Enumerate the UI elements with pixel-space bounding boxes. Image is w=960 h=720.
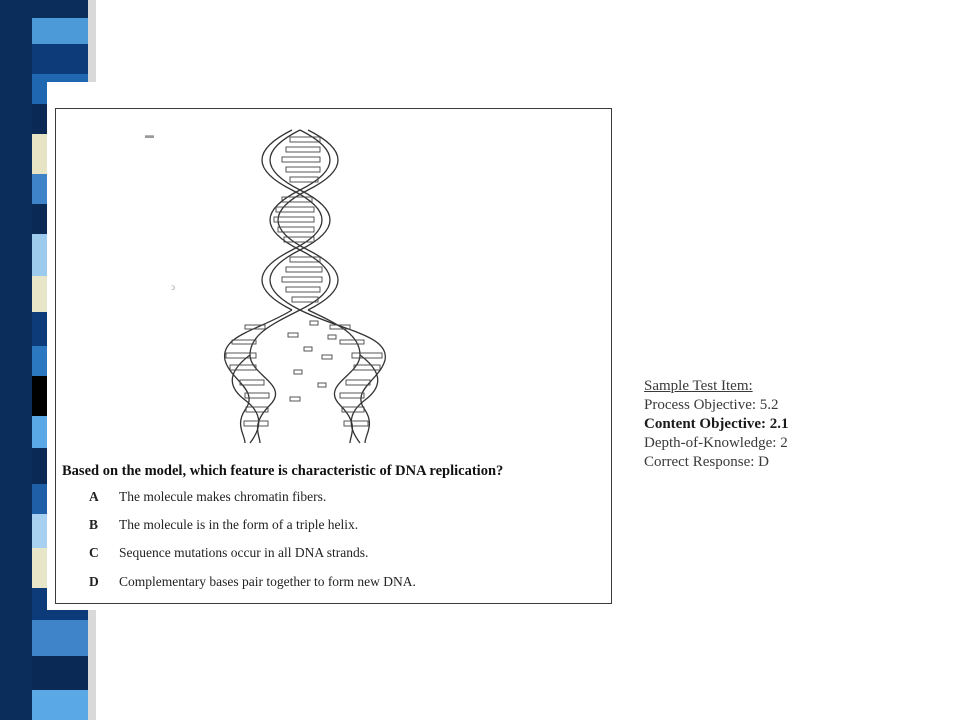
answer-choice [89,545,368,561]
scan-speck: ↄ [171,282,175,292]
process-objective: Process Objective: 5.2 [644,397,779,413]
content-objective: Content Objective: 2.1 [644,416,789,432]
info-title: Sample Test Item: [644,378,753,394]
correct-response: Correct Response: D [644,454,769,470]
choice-letter: A [89,489,99,504]
question-text: Based on the model, which feature is characteristic of DNA replication? [62,463,504,479]
choice-text: The molecule is in the form of a triple helix. [119,517,359,532]
answer-choice [89,517,358,533]
answer-choice [89,489,326,505]
choice-letter: C [89,545,99,560]
choice-text: The molecule makes chromatin fibers. [119,489,327,504]
choice-text: Complementary bases pair together to form new DNA. [119,574,416,589]
choice-text: Sequence mutations occur in all DNA strands. [119,545,369,560]
choice-letter: B [89,517,99,532]
depth-of-knowledge: Depth-of-Knowledge: 2 [644,435,788,451]
scan-speck: ▬ [145,130,154,140]
test-item-info [644,377,944,472]
dna-replication-diagram [190,125,430,445]
choice-letter: D [89,574,99,589]
answer-choice [89,574,416,590]
